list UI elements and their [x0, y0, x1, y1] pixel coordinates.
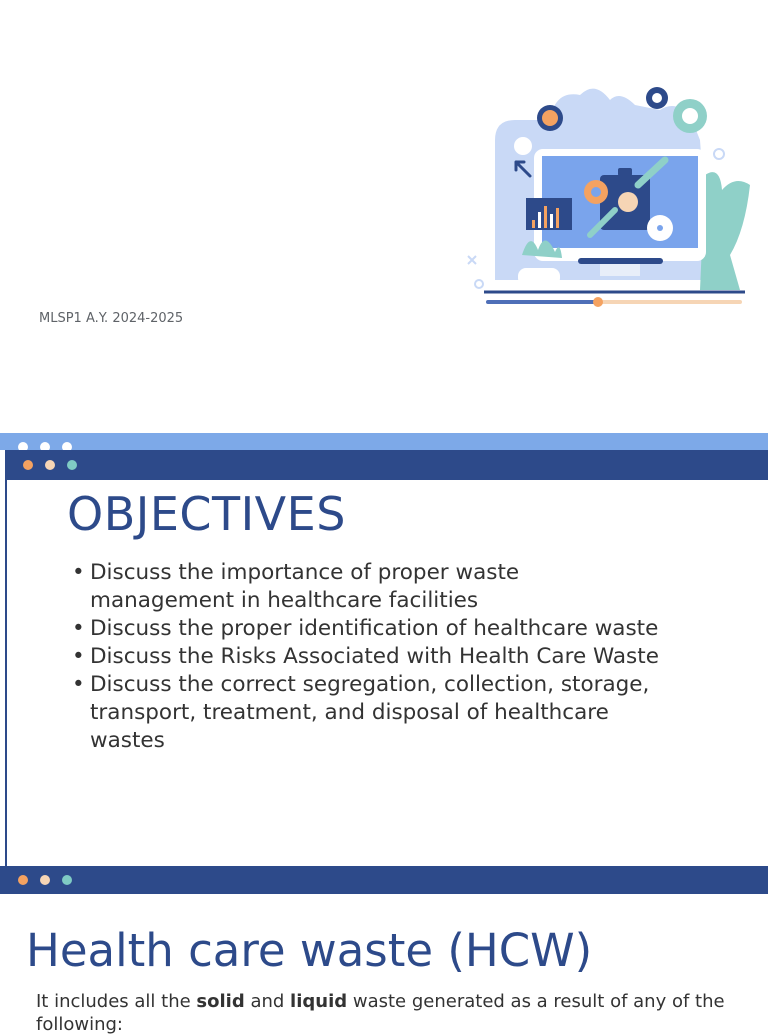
window-dot-teal	[62, 875, 72, 885]
bullet-point: •	[72, 560, 85, 585]
window-dot-orange	[23, 460, 33, 470]
body-text: and	[244, 991, 291, 1012]
hcw-slide	[0, 894, 768, 1035]
list-item	[72, 643, 662, 671]
list-item	[72, 615, 662, 643]
objective-text: Discuss the proper identification of healthcare waste	[90, 616, 659, 641]
title-slide	[0, 0, 768, 433]
emphasis-liquid: liquid	[290, 991, 348, 1012]
bullet-point: •	[72, 644, 85, 669]
window-dot-teal	[67, 460, 77, 470]
bullet-point: •	[72, 616, 85, 641]
body-text: waste generated as a result of any of the following:	[36, 991, 725, 1035]
body-text: It includes all the	[36, 991, 197, 1012]
top-band-light	[0, 433, 768, 450]
healthcare-waste-illustration	[460, 80, 760, 315]
list-item	[72, 559, 662, 615]
window-dot-orange	[18, 875, 28, 885]
slide-title: Health care waste (HCW)	[26, 924, 593, 977]
slide-title: OBJECTIVES	[67, 487, 346, 541]
course-footer: MLSP1 A.Y. 2024-2025	[39, 311, 184, 326]
objective-text: Discuss the importance of proper waste management in healthcare facilities	[90, 560, 520, 613]
bullet-point: •	[72, 672, 85, 697]
objective-text: Discuss the correct segregation, collection, storage, transport, treatment, and disposal of healthcare wastes	[90, 672, 650, 753]
emphasis-solid: solid	[196, 991, 245, 1012]
bottom-band	[0, 866, 768, 894]
objectives-list	[72, 559, 662, 755]
window-dot-peach	[40, 875, 50, 885]
list-item	[72, 671, 662, 755]
window-dot-peach	[45, 460, 55, 470]
objective-text: Discuss the Risks Associated with Health Care Waste	[90, 644, 659, 669]
frame-left-border	[5, 480, 7, 866]
hcw-definition	[36, 990, 736, 1036]
objectives-slide	[0, 433, 768, 894]
top-band-dark	[5, 450, 768, 480]
